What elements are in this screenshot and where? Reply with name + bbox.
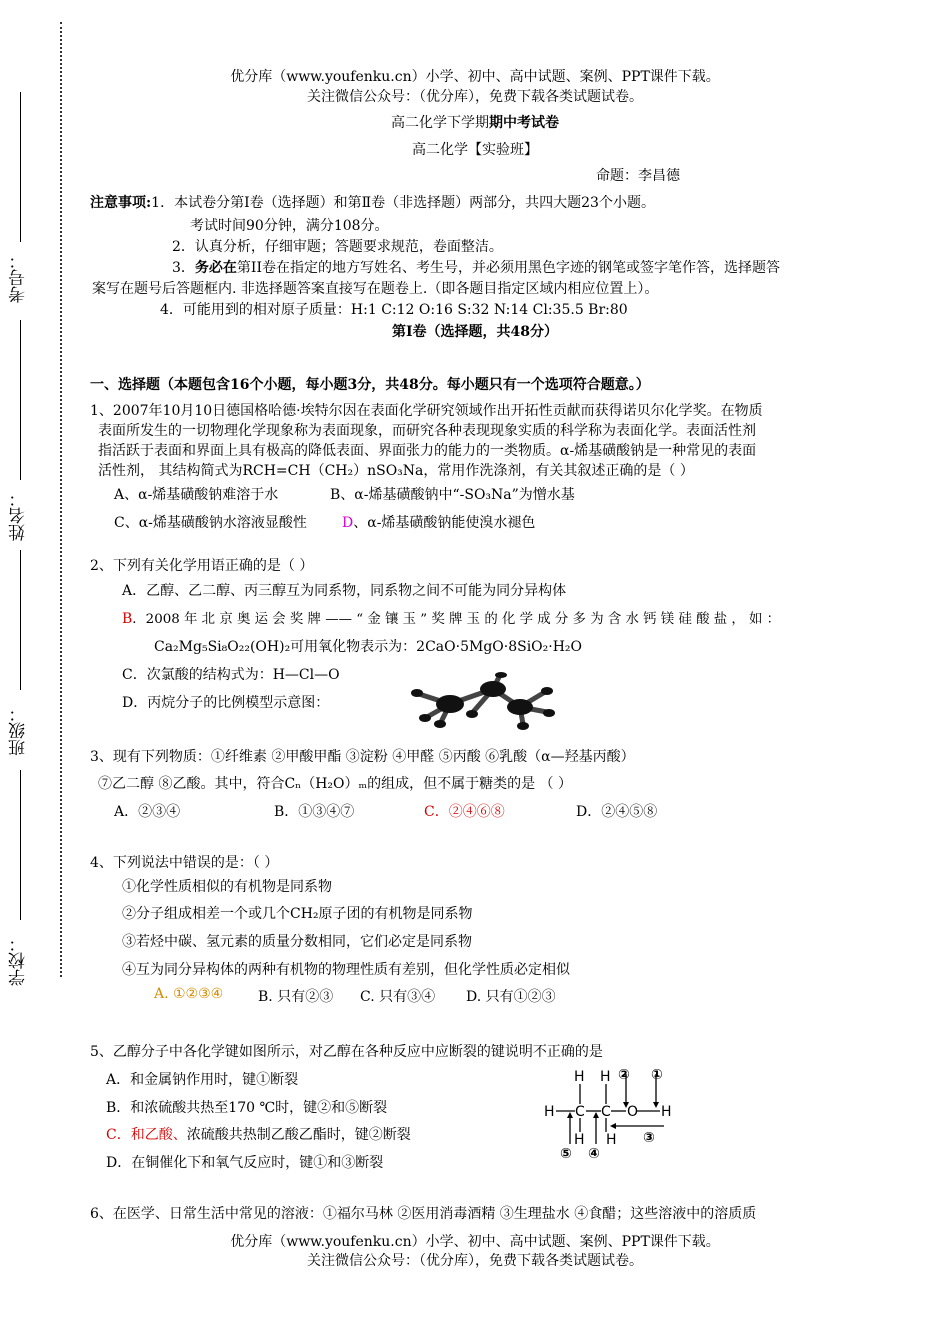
atom-h-right: H — [661, 1104, 672, 1120]
propane-model-image — [405, 672, 565, 732]
atom-h-top-1: H — [574, 1069, 585, 1085]
bond-label-2: ② — [618, 1067, 630, 1083]
note-2: 2．认真分析，仔细审题；答题要求规范，卷面整洁。 — [172, 239, 503, 255]
header-line-1: 优分库（www.youfenku.cn）小学、初中、高中试题、案例、PPT课件下载。 — [230, 69, 720, 85]
name-line — [20, 320, 21, 480]
section-1-heading: 一、选择题（本题包含16个小题，每小题3分，共48分。每小题只有一个选项符合题意。） — [90, 377, 650, 393]
q4-statement-2: ②分子组成相差一个或几个CH₂原子团的有机物是同系物 — [122, 906, 473, 922]
q3-line-1: 3、现有下列物质：①纤维素 ②甲酸甲酯 ③淀粉 ④甲醛 ⑤丙酸 ⑥乳酸（α—羟基丙酸） — [90, 749, 635, 765]
section-1-title: 第Ⅰ卷（选择题，共48分） — [391, 324, 559, 340]
q6-line-1: 6、在医学、日常生活中常见的溶液：①福尔马林 ②医用消毒酒精 ③生理盐水 ④食醋；这些溶液中的溶质质 — [90, 1206, 757, 1222]
q5-stem: 5、乙醇分子中各化学键如图所示，对乙醇在各种反应中应断裂的键说明不正确的是 — [90, 1044, 603, 1060]
bond-label-4: ④ — [588, 1146, 600, 1162]
note-1b: 考试时间90分钟，满分108分。 — [190, 218, 389, 234]
class-line — [20, 550, 21, 690]
q4-statement-3: ③若烃中碳、氢元素的质量分数相同，它们必定是同系物 — [122, 934, 472, 950]
notes-label: 注意事项: — [90, 195, 152, 211]
q3-option-b: B．①③④⑦ — [274, 804, 355, 820]
q4-statement-4: ④互为同分异构体的两种有机物的物理性质有差别，但化学性质必定相似 — [122, 962, 570, 978]
q2-option-b-text: ．2008 年 北 京 奥 运 会 奖 牌 —— “ 金 镶 玉 ” 奖 牌 玉 的 化 学 成 分 多 为 含 水 钙 镁 硅 酸 盐 ， 如 ： — [132, 612, 781, 627]
bond-label-5: ⑤ — [560, 1146, 572, 1162]
q1-line-1: 1、2007年10月10日德国格哈德·埃特尔因在表面化学研究领域作出开拓性贡献而获得诺贝尔化学奖。在物质 — [90, 403, 763, 419]
q3-option-c: C．②④⑥⑧ — [424, 804, 505, 820]
class-label: 班级： — [9, 705, 29, 756]
header-line-2: 关注微信公众号：（优分库），免费下载各类试题试卷。 — [307, 89, 643, 105]
q5-option-c — [106, 1124, 411, 1144]
q2-option-a: A．乙醇、乙二醇、丙三醇互为同系物，同系物之间不可能为同分异构体 — [122, 583, 567, 599]
q2-option-b-letter: B — [122, 611, 133, 627]
q1-option-a: A、α-烯基磺酸钠难溶于水 — [114, 487, 279, 503]
note-3-bold: 务必在 — [194, 260, 237, 276]
q2-option-d: D．丙烷分子的比例模型示意图： — [122, 695, 330, 711]
q5-option-a: A．和金属钠作用时，键①断裂 — [106, 1072, 299, 1088]
school-label: 学校： — [9, 935, 29, 986]
q4-option-a: A. ①②③④ — [154, 986, 224, 1002]
q1-option-c: C、α-烯基磺酸钠水溶液显酸性 — [114, 515, 307, 531]
q1-option-d — [342, 512, 535, 532]
q5-option-c-red: C．和乙酸、 — [106, 1127, 187, 1143]
q4-statement-1: ①化学性质相似的有机物是同系物 — [122, 879, 332, 895]
author: 命题：李昌德 — [596, 168, 680, 184]
q5-option-b: B．和浓硫酸共热至170 ℃时，键②和⑤断裂 — [106, 1100, 388, 1116]
note-3-rest: 第II卷在指定的地方写姓名、考生号，并必须用黑色字迹的钢笔或签字笔作答，选择题答 — [236, 260, 780, 276]
q1-line-2: 表面所发生的一切物理化学现象称为表面现象，而研究各种表现现象实质的科学称为表面化学。表面活性剂 — [98, 423, 756, 439]
q2-option-b-formula: Ca₂Mg₅Si₈O₂₂(OH)₂可用氧化物表示为：2CaO·5MgO·8SiO₂·H₂O — [154, 639, 583, 655]
q1-line-4: 活性剂， 其结构简式为RCH=CH（CH₂）nSO₃Na，常用作洗涤剂，有关其叙述正确的是（ ） — [98, 463, 694, 479]
q1-line-3: 指活跃于表面和界面上具有极高的降低表面、界面张力的能力的一类物质。α-烯基磺酸钠是一种常见的表面 — [98, 443, 757, 459]
q1-option-d-letter: D — [342, 515, 354, 531]
atom-c-1: C — [575, 1104, 585, 1120]
ethanol-bond-diagram — [540, 1064, 680, 1164]
subtitle: 高二化学【实验班】 — [412, 142, 538, 158]
exam-number-label: 考号： — [9, 252, 29, 303]
atom-o: O — [627, 1104, 639, 1120]
atom-h-left: H — [544, 1104, 555, 1120]
notes-line-1 — [90, 192, 655, 212]
title-prefix: 高二化学下学期 — [391, 115, 489, 131]
atom-h-bottom-1: H — [574, 1132, 585, 1148]
atom-c-2: C — [601, 1104, 611, 1120]
q4-stem: 4、下列说法中错误的是：（ ） — [90, 855, 279, 871]
school-line — [20, 770, 21, 920]
q4-option-d: D. 只有①②③ — [466, 989, 556, 1005]
q1-option-b: B、α-烯基磺酸钠中“-SO₃Na”为憎水基 — [330, 487, 575, 503]
q2-stem: 2、下列有关化学用语正确的是（ ） — [90, 558, 314, 574]
bond-label-3: ③ — [643, 1130, 655, 1146]
page-title — [0, 112, 950, 132]
q4-option-c: C. 只有③④ — [360, 989, 436, 1005]
q2-option-b — [122, 608, 780, 627]
q5-option-c-text: 浓硫酸共热制乙酸乙酯时，键②断裂 — [186, 1127, 411, 1143]
footer-line-2: 关注微信公众号：（优分库），免费下载各类试题试卷。 — [307, 1253, 643, 1269]
q3-option-d: D．②④⑤⑧ — [576, 804, 658, 820]
title-bold: 期中考试卷 — [489, 115, 559, 131]
name-label: 姓名： — [9, 490, 29, 541]
q2-option-c: C．次氯酸的结构式为：H—Cl—O — [122, 667, 340, 683]
footer-line-1: 优分库（www.youfenku.cn）小学、初中、高中试题、案例、PPT课件下载。 — [230, 1234, 720, 1250]
q5-option-d: D．在铜催化下和氧气反应时，键①和③断裂 — [106, 1155, 384, 1171]
note-1: 1．本试卷分第Ⅰ卷（选择题）和第Ⅱ卷（非选择题）两部分，共四大题23个小题。 — [151, 195, 655, 211]
q3-option-a: A．②③④ — [114, 804, 181, 820]
atom-h-bottom-2: H — [606, 1132, 617, 1148]
note-3-num: 3． — [172, 260, 195, 276]
bond-label-1: ① — [651, 1067, 663, 1083]
atom-h-top-2: H — [600, 1069, 611, 1085]
note-4: 4．可能用到的相对原子质量：H:1 C:12 O:16 S:32 N:14 Cl:35.5 Br:80 — [160, 302, 628, 318]
q4-option-b: B. 只有②③ — [258, 989, 334, 1005]
note-3 — [172, 257, 780, 277]
q3-line-2: ⑦乙二醇 ⑧乙酸。其中，符合Cₙ（H₂O）ₘ的组成，但不属于糖类的是 （ ） — [98, 776, 573, 792]
binding-dotted-line — [60, 22, 62, 977]
note-3b: 案写在题号后答题框内. 非选择题答案直接写在题卷上.（即各题目指定区域内相应位置上）。 — [92, 281, 659, 297]
q1-option-d-text: 、α-烯基磺酸钠能使溴水褪色 — [353, 515, 536, 531]
